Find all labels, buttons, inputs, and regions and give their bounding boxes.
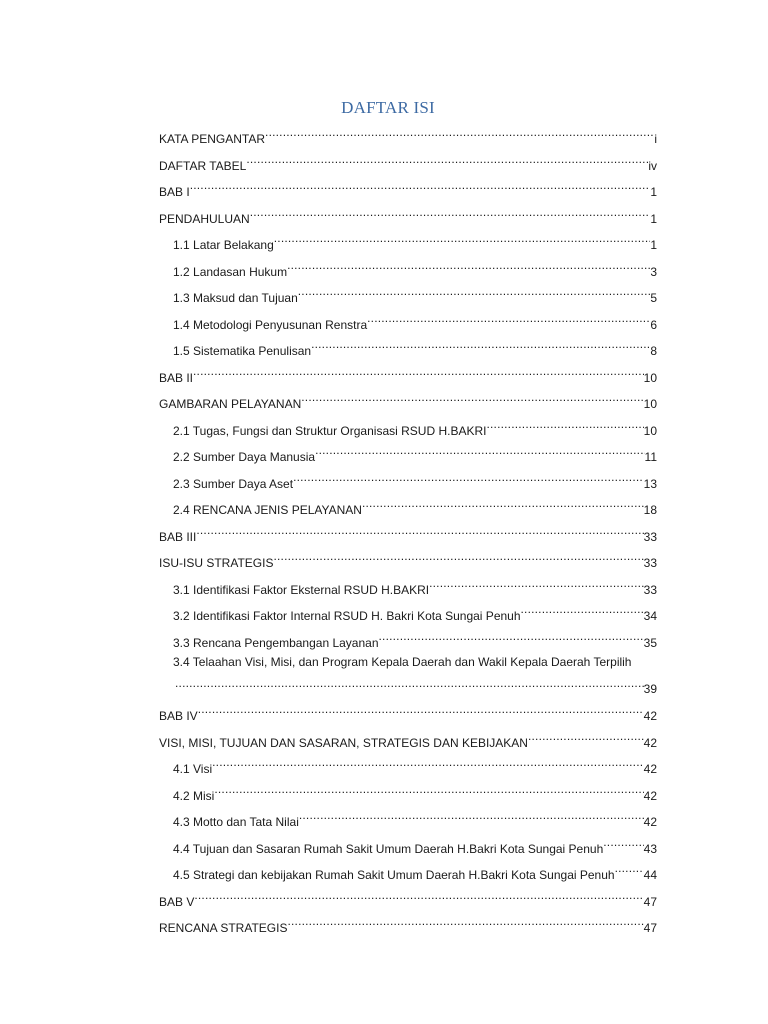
toc-entry-label: 3.3 Rencana Pengembangan Layanan <box>173 635 379 650</box>
toc-entry-label: BAB IV <box>159 709 198 723</box>
dot-leader <box>293 466 644 488</box>
toc-entry-page-number: 5 <box>650 291 657 305</box>
toc-entry-page-number: 42 <box>643 735 657 750</box>
dot-leader <box>299 804 644 826</box>
toc-entry-page-number: 3 <box>650 264 657 279</box>
toc-entry-label: 2.1 Tugas, Fungsi dan Struktur Organisasi RSUD H.BAKRI <box>173 423 487 438</box>
toc-entry-label: BAB II <box>159 370 194 385</box>
dot-leader <box>298 280 651 302</box>
dot-leader <box>287 910 643 932</box>
toc-entry-page-number: 42 <box>643 762 657 776</box>
dot-leader <box>486 413 643 435</box>
toc-entry <box>159 386 657 413</box>
toc-entry-label: 2.4 RENCANA JENIS PELAYANAN <box>173 503 362 517</box>
toc-entry <box>159 121 657 148</box>
toc-entry <box>159 201 657 228</box>
toc-entry-label: 1.4 Metodologi Penyusunan Renstra <box>173 317 368 332</box>
toc-entry <box>159 174 657 201</box>
dot-leader <box>198 698 644 720</box>
toc-entry-label: GAMBARAN PELAYANAN <box>159 397 302 411</box>
toc-entry <box>159 148 657 175</box>
toc-entry <box>159 227 657 254</box>
toc-entry <box>159 439 657 466</box>
toc-entry-label: KATA PENGANTAR <box>159 132 266 146</box>
dot-leader <box>379 625 644 647</box>
toc-entry-label: 3.4 Telaahan Visi, Misi, dan Program Kepala Daerah dan Wakil Kepala Daerah Terpilih <box>173 655 632 669</box>
toc-entry-label: DAFTAR TABEL <box>159 158 247 173</box>
dot-leader <box>521 598 644 620</box>
toc-entry-label: 1.2 Landasan Hukum <box>173 264 288 279</box>
table-of-contents <box>159 121 657 937</box>
toc-entry-page-number: 1 <box>650 185 657 199</box>
toc-entry <box>159 831 657 858</box>
toc-entry <box>159 751 657 778</box>
toc-entry <box>159 698 657 725</box>
toc-entry-page-number: 33 <box>643 556 657 570</box>
toc-entry-page-number: 13 <box>643 476 657 491</box>
toc-entry-page-number: 35 <box>643 635 657 650</box>
toc-entry-label: BAB V <box>159 894 195 909</box>
dot-leader <box>265 121 654 143</box>
toc-entry <box>159 572 657 599</box>
toc-entry-label: ISU-ISU STRATEGIS <box>159 556 274 570</box>
dot-leader <box>301 386 643 408</box>
dot-leader <box>175 673 644 693</box>
toc-entry-page-number: 1 <box>650 238 657 252</box>
toc-entry <box>159 857 657 884</box>
toc-entry-page-number: 42 <box>643 709 657 723</box>
toc-entry-label: RENCANA STRATEGIS <box>159 921 288 935</box>
toc-entry <box>159 360 657 387</box>
dot-leader <box>194 884 643 906</box>
toc-entry-page-number: 18 <box>643 503 657 517</box>
toc-entry <box>159 598 657 625</box>
toc-entry <box>159 254 657 281</box>
toc-entry-label: 4.3 Motto dan Tata Nilai <box>173 815 299 829</box>
dot-leader <box>429 572 644 594</box>
dot-leader <box>193 360 644 382</box>
toc-entry-label: PENDAHULUAN <box>159 211 250 226</box>
toc-entry-page-number: 34 <box>643 609 657 623</box>
toc-entry-page-number: 47 <box>643 921 657 935</box>
toc-entry-page-number: 11 <box>644 450 657 464</box>
toc-entry-page-number: iv <box>648 158 657 173</box>
toc-entry <box>159 545 657 572</box>
toc-entry-label: 2.3 Sumber Daya Aset <box>173 476 294 491</box>
toc-entry <box>159 492 657 519</box>
toc-entry <box>159 466 657 493</box>
toc-entry-page-number: 33 <box>643 529 657 544</box>
toc-entry-page-number: 8 <box>650 344 657 358</box>
toc-entry-label: 1.3 Maksud dan Tujuan <box>173 291 298 305</box>
toc-entry-label: 2.2 Sumber Daya Manusia <box>173 450 316 464</box>
dot-leader <box>274 227 651 249</box>
dot-leader <box>287 254 650 276</box>
toc-entry-page-number: i <box>654 132 657 146</box>
dot-leader <box>362 492 644 514</box>
toc-entry <box>159 651 657 698</box>
toc-entry <box>159 884 657 911</box>
dot-leader <box>367 307 650 329</box>
toc-entry <box>159 625 657 652</box>
dot-leader <box>273 545 643 567</box>
toc-entry-label: VISI, MISI, TUJUAN DAN SASARAN, STRATEGIS DAN KEBIJAKAN <box>159 735 528 750</box>
toc-entry <box>159 280 657 307</box>
toc-entry <box>159 307 657 334</box>
toc-entry-page-number: 47 <box>643 894 657 909</box>
toc-entry-page-number: 10 <box>643 423 657 438</box>
dot-leader <box>528 725 644 747</box>
dot-leader <box>190 174 651 196</box>
toc-entry <box>159 725 657 752</box>
toc-entry-label: 4.4 Tujuan dan Sasaran Rumah Sakit Umum Daerah H.Bakri Kota Sungai Penuh <box>173 841 604 856</box>
toc-entry-page-number: 1 <box>650 211 657 226</box>
toc-entry <box>159 333 657 360</box>
toc-entry-page-number: 10 <box>643 397 657 411</box>
dot-leader <box>214 778 643 800</box>
toc-entry-page-number: 6 <box>650 317 657 332</box>
dot-leader <box>311 333 650 355</box>
toc-entry-label: 4.5 Strategi dan kebijakan Rumah Sakit Umum Daerah H.Bakri Kota Sungai Penuh <box>173 868 615 882</box>
toc-entry <box>159 910 657 937</box>
toc-entry-page-number: 43 <box>643 841 657 856</box>
toc-entry <box>159 778 657 805</box>
toc-entry-page-number: 33 <box>643 582 657 597</box>
toc-entry-label: BAB I <box>159 185 190 199</box>
toc-entry-page-number: 39 <box>643 682 657 696</box>
toc-entry <box>159 519 657 546</box>
toc-entry-label: BAB III <box>159 529 197 544</box>
toc-entry-label: 3.1 Identifikasi Faktor Eksternal RSUD H.BAKRI <box>173 582 430 597</box>
page-title: DAFTAR ISI <box>341 98 435 117</box>
toc-entry-page-number: 42 <box>643 788 657 803</box>
toc-entry-page-number: 10 <box>643 370 657 385</box>
dot-leader <box>615 857 644 879</box>
toc-entry-label: 1.5 Sistematika Penulisan <box>173 344 312 358</box>
dot-leader <box>212 751 644 773</box>
dot-leader <box>603 831 643 853</box>
toc-entry-page-number: 42 <box>643 815 657 829</box>
toc-entry <box>159 413 657 440</box>
dot-leader <box>250 201 651 223</box>
toc-entry-leader-line <box>173 673 657 699</box>
toc-entry <box>159 804 657 831</box>
toc-entry-label: 3.2 Identifikasi Faktor Internal RSUD H. Bakri Kota Sungai Penuh <box>173 609 521 623</box>
toc-entry-page-number: 44 <box>643 868 657 882</box>
dot-leader <box>196 519 643 541</box>
toc-entry-label: 1.1 Latar Belakang <box>173 238 274 252</box>
dot-leader <box>246 148 648 170</box>
dot-leader <box>315 439 644 461</box>
toc-entry-label: 4.1 Visi <box>173 762 213 776</box>
toc-entry-label: 4.2 Misi <box>173 788 215 803</box>
